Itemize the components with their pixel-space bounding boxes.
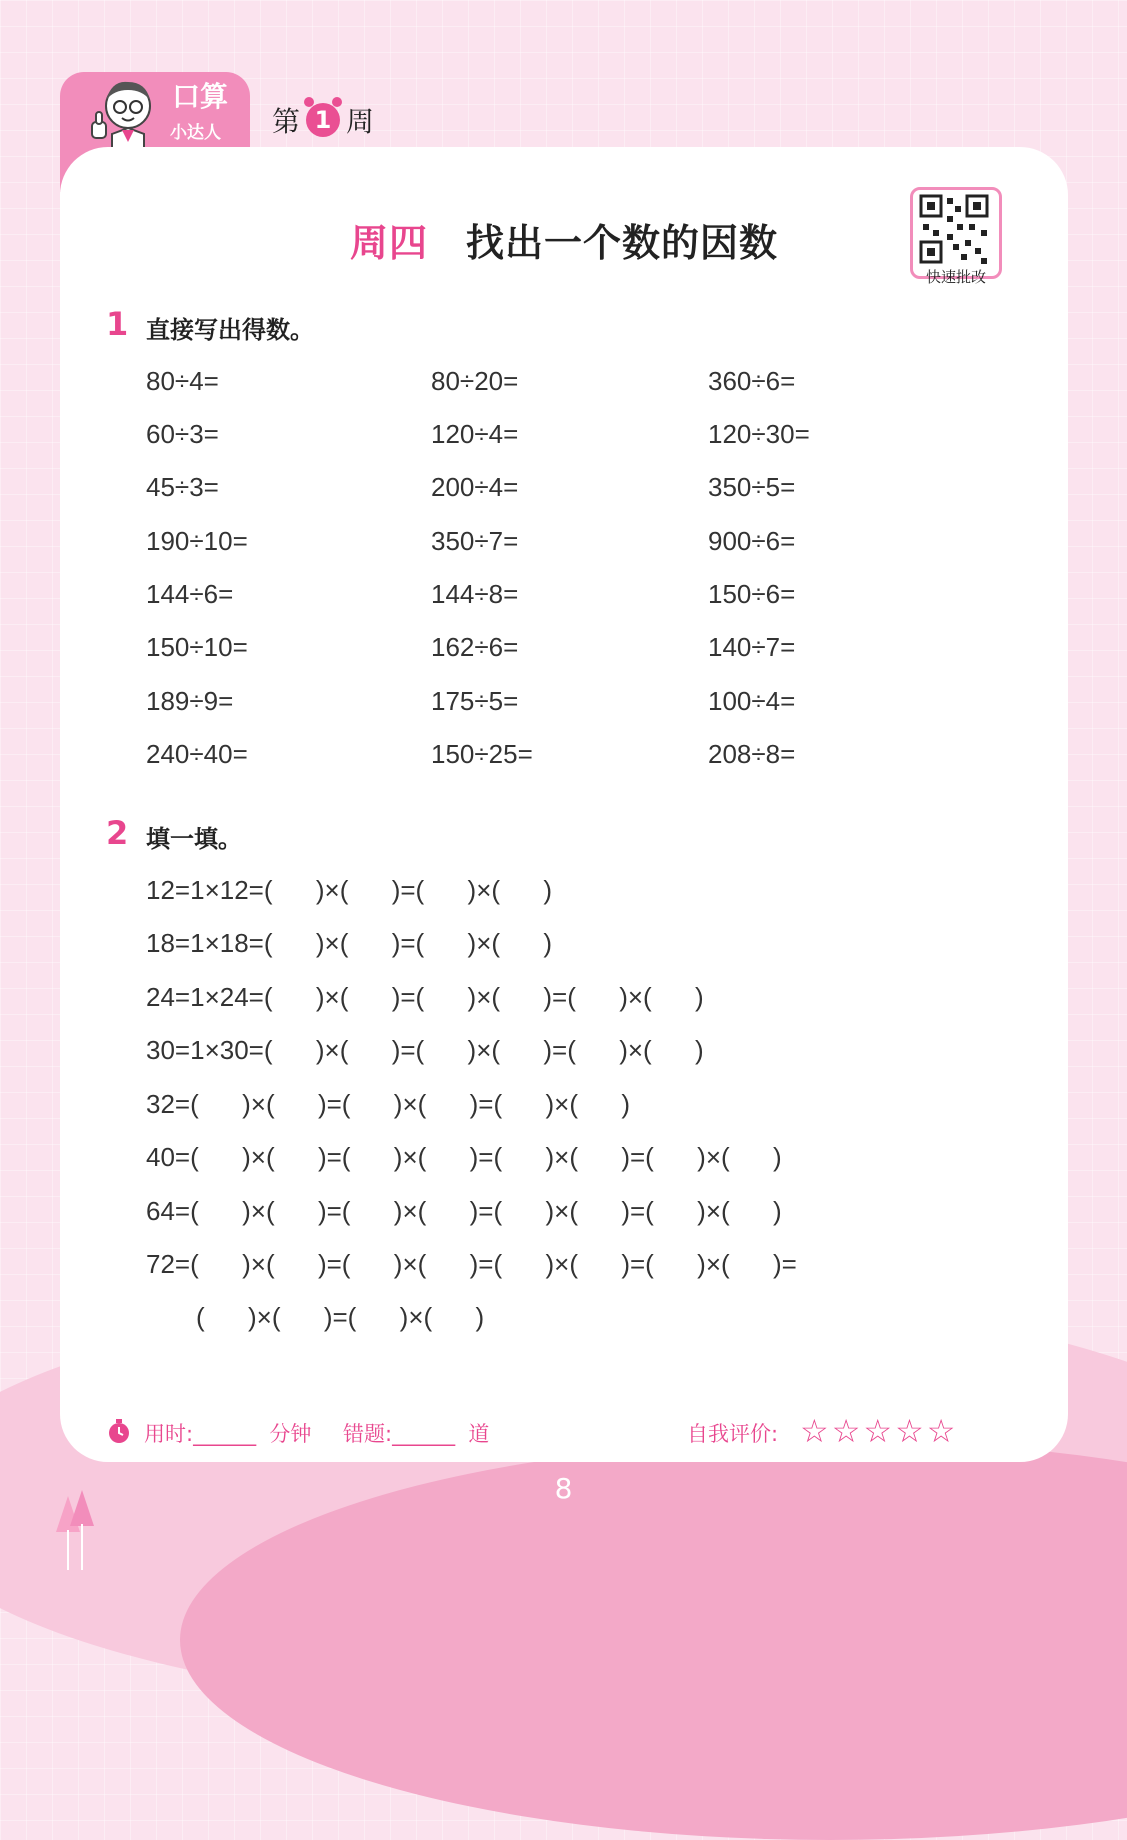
division-problem: 208÷8= [708, 739, 796, 769]
brand-title: 口算 [172, 80, 229, 113]
division-problem: 240÷40= [146, 739, 248, 769]
division-problem: 144÷8= [431, 579, 519, 609]
division-problem: 190÷10= [146, 526, 248, 556]
section-1-number: 1 [106, 305, 129, 343]
factor-line[interactable]: 64=( )×( )=( )×( )=( )×( )=( )×( ) [146, 1196, 782, 1226]
tree-icon [52, 1490, 102, 1570]
division-problem: 100÷4= [708, 686, 796, 716]
section-2-title: 填一填。 [146, 825, 242, 853]
division-problem: 120÷4= [431, 419, 519, 449]
factor-line[interactable]: 30=1×30=( )×( )=( )×( )=( )×( ) [146, 1035, 704, 1065]
week-prefix: 第 [272, 105, 301, 138]
division-problem: 150÷6= [708, 579, 796, 609]
error-count-label: 错题:______ 道 [343, 1422, 490, 1446]
week-suffix: 周 [346, 105, 375, 138]
factor-line[interactable]: 24=1×24=( )×( )=( )×( )=( )×( ) [146, 982, 704, 1012]
section-2-number: 2 [106, 814, 129, 852]
division-problem: 144÷6= [146, 579, 234, 609]
division-problem: 175÷5= [431, 686, 519, 716]
division-problem: 360÷6= [708, 366, 796, 396]
division-problem: 189÷9= [146, 686, 234, 716]
division-problem: 120÷30= [708, 419, 810, 449]
division-problem: 900÷6= [708, 526, 796, 556]
division-problem: 80÷20= [431, 366, 519, 396]
qr-label: 快速批改 [925, 268, 986, 286]
week-label [272, 100, 374, 140]
title-text: 找出一个数的因数 [466, 221, 779, 265]
page-number: 8 [554, 1472, 573, 1505]
division-problem: 200÷4= [431, 472, 519, 502]
division-problem: 80÷4= [146, 366, 219, 396]
stopwatch-icon [106, 1418, 132, 1444]
factor-line[interactable]: 40=( )×( )=( )×( )=( )×( )=( )×( ) [146, 1142, 782, 1172]
brand-subtitle: 小达人 [170, 123, 221, 143]
factor-line[interactable]: 12=1×12=( )×( )=( )×( ) [146, 875, 553, 905]
division-problem: 350÷5= [708, 472, 796, 502]
factor-line-continuation[interactable]: ( )×( )=( )×( ) [196, 1302, 485, 1332]
factor-line[interactable]: 18=1×18=( )×( )=( )×( ) [146, 928, 553, 958]
self-rating-label: 自我评价: [687, 1422, 779, 1446]
division-problem: 150÷25= [431, 739, 533, 769]
factor-line[interactable]: 32=( )×( )=( )×( )=( )×( ) [146, 1089, 630, 1119]
division-problem: 150÷10= [146, 632, 248, 662]
rating-stars[interactable]: ☆☆☆☆☆ [800, 1412, 959, 1450]
division-problem: 45÷3= [146, 472, 219, 502]
section-1-title: 直接写出得数。 [146, 316, 314, 344]
mascot-icon [82, 74, 162, 150]
factor-line[interactable]: 72=( )×( )=( )×( )=( )×( )=( )×( )= [146, 1249, 797, 1279]
division-problem: 60÷3= [146, 419, 219, 449]
time-spent-label: 用时:______ 分钟 [144, 1422, 312, 1446]
division-problem: 140÷7= [708, 632, 796, 662]
week-number-badge: 1 [306, 103, 340, 137]
title-day: 周四 [349, 221, 428, 265]
division-problem: 162÷6= [431, 632, 519, 662]
division-problem: 350÷7= [431, 526, 519, 556]
